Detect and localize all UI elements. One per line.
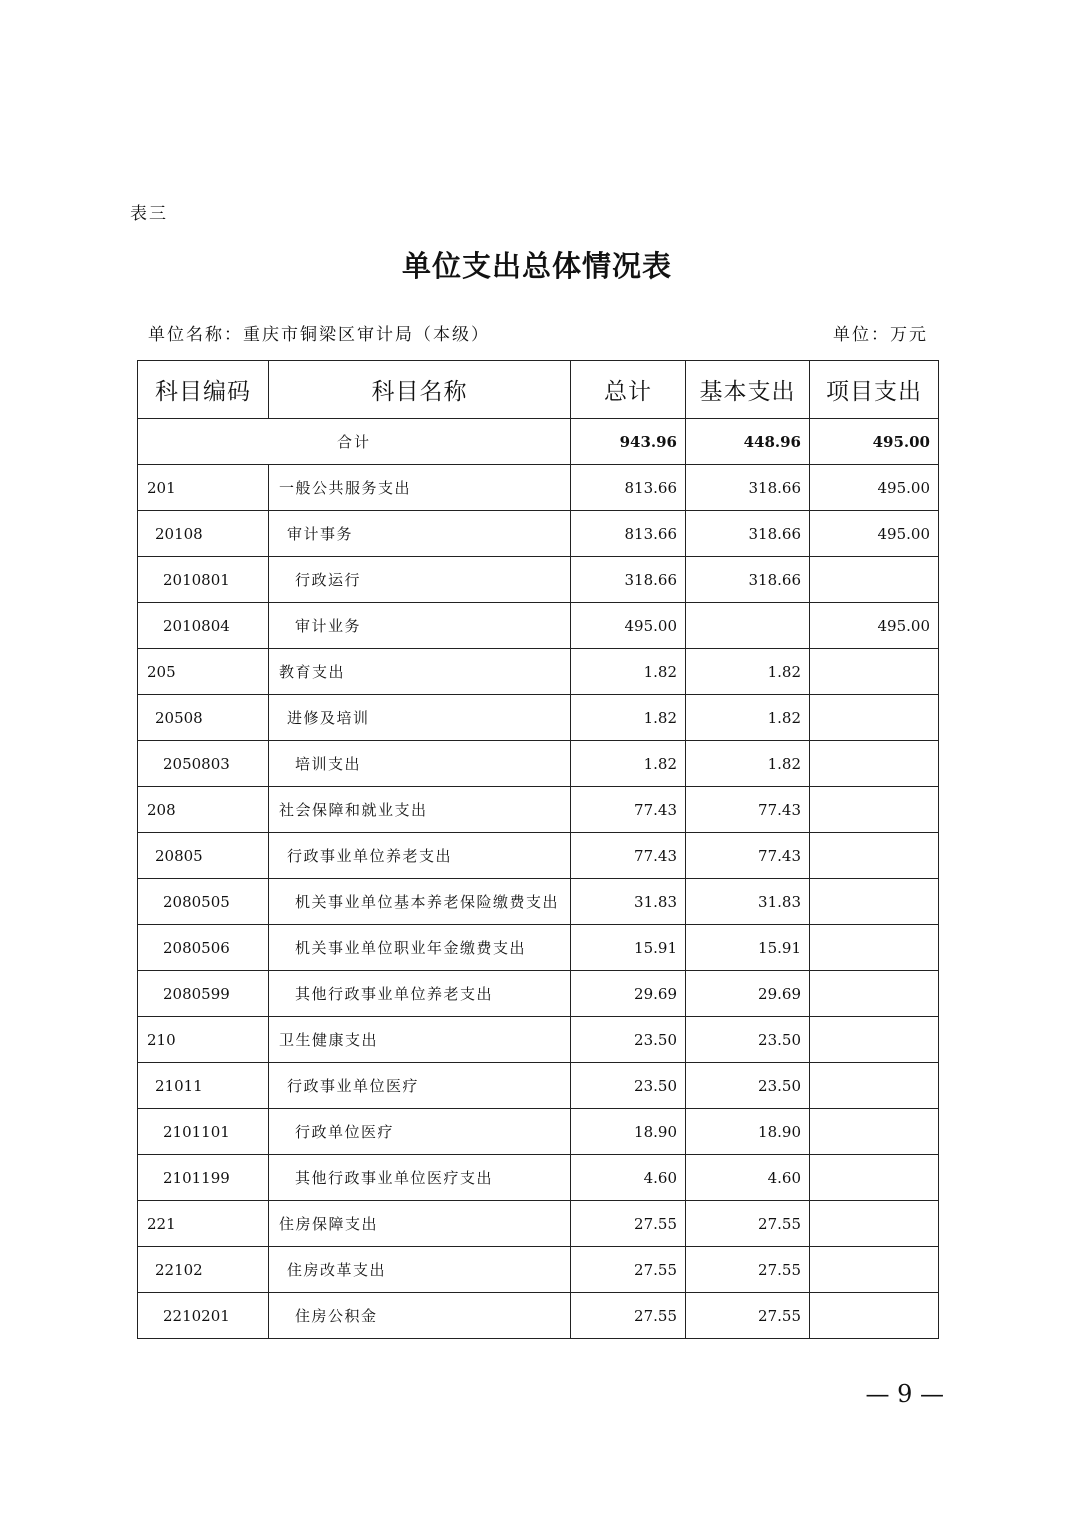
table-row: [138, 1017, 939, 1063]
cell-basic: 23.50: [686, 1017, 810, 1063]
document-label: 表三: [130, 204, 168, 224]
page-number: — 9 —: [865, 1380, 944, 1408]
cell-name: 教育支出: [269, 649, 571, 695]
table-row: [138, 1293, 939, 1339]
table-row: [138, 1155, 939, 1201]
cell-code: 2210201: [138, 1293, 269, 1339]
cell-total: 495.00: [571, 603, 686, 649]
cell-basic: 27.55: [686, 1247, 810, 1293]
header-total: 总计: [571, 361, 686, 419]
cell-total: 27.55: [571, 1247, 686, 1293]
cell-project: [810, 695, 939, 741]
cell-project: [810, 787, 939, 833]
cell-total: 15.91: [571, 925, 686, 971]
cell-basic: 4.60: [686, 1155, 810, 1201]
table-row: [138, 695, 939, 741]
total-total: 943.96: [571, 419, 686, 465]
cell-total: 77.43: [571, 787, 686, 833]
table-row: [138, 833, 939, 879]
cell-total: 18.90: [571, 1109, 686, 1155]
cell-total: 4.60: [571, 1155, 686, 1201]
table-row: [138, 1063, 939, 1109]
header-code: 科目编码: [138, 361, 269, 419]
cell-basic: 318.66: [686, 557, 810, 603]
unit-name: 单位名称：重庆市铜梁区审计局（本级）: [148, 325, 490, 345]
page-title: 单位支出总体情况表: [401, 249, 672, 283]
cell-name: 培训支出: [269, 741, 571, 787]
cell-code: 2010801: [138, 557, 269, 603]
header-project: 项目支出: [810, 361, 939, 419]
cell-name: 审计事务: [269, 511, 571, 557]
cell-total: 31.83: [571, 879, 686, 925]
cell-project: [810, 833, 939, 879]
cell-project: [810, 971, 939, 1017]
cell-project: [810, 649, 939, 695]
cell-basic: 1.82: [686, 741, 810, 787]
cell-total: 77.43: [571, 833, 686, 879]
total-label: 合计: [138, 419, 571, 465]
cell-code: 2080599: [138, 971, 269, 1017]
cell-code: 221: [138, 1201, 269, 1247]
cell-name: 机关事业单位职业年金缴费支出: [269, 925, 571, 971]
cell-basic: 77.43: [686, 787, 810, 833]
cell-code: 2010804: [138, 603, 269, 649]
cell-project: [810, 925, 939, 971]
cell-basic: 18.90: [686, 1109, 810, 1155]
cell-code: 20108: [138, 511, 269, 557]
total-row: [138, 419, 939, 465]
cell-code: 2050803: [138, 741, 269, 787]
cell-name: 其他行政事业单位医疗支出: [269, 1155, 571, 1201]
table-row: [138, 1109, 939, 1155]
cell-name: 行政运行: [269, 557, 571, 603]
header-row: [138, 361, 939, 419]
cell-project: [810, 1155, 939, 1201]
cell-name: 社会保障和就业支出: [269, 787, 571, 833]
cell-project: [810, 1109, 939, 1155]
cell-name: 机关事业单位基本养老保险缴费支出: [269, 879, 571, 925]
cell-name: 行政事业单位医疗: [269, 1063, 571, 1109]
cell-project: [810, 1247, 939, 1293]
cell-basic: 77.43: [686, 833, 810, 879]
table-row: [138, 557, 939, 603]
cell-project: [810, 1017, 939, 1063]
cell-project: [810, 741, 939, 787]
cell-name: 其他行政事业单位养老支出: [269, 971, 571, 1017]
cell-name: 住房改革支出: [269, 1247, 571, 1293]
cell-name: 住房保障支出: [269, 1201, 571, 1247]
cell-total: 27.55: [571, 1201, 686, 1247]
table-row: [138, 971, 939, 1017]
total-project: 495.00: [810, 419, 939, 465]
cell-total: 813.66: [571, 465, 686, 511]
cell-project: 495.00: [810, 603, 939, 649]
cell-code: 208: [138, 787, 269, 833]
cell-total: 1.82: [571, 741, 686, 787]
cell-basic: 318.66: [686, 511, 810, 557]
cell-basic: 15.91: [686, 925, 810, 971]
cell-code: 2101199: [138, 1155, 269, 1201]
cell-name: 行政单位医疗: [269, 1109, 571, 1155]
cell-total: 29.69: [571, 971, 686, 1017]
table-row: [138, 603, 939, 649]
cell-project: [810, 1063, 939, 1109]
cell-project: [810, 557, 939, 603]
header-name: 科目名称: [269, 361, 571, 419]
cell-total: 23.50: [571, 1017, 686, 1063]
table-row: [138, 465, 939, 511]
cell-code: 2080505: [138, 879, 269, 925]
cell-name: 审计业务: [269, 603, 571, 649]
cell-total: 27.55: [571, 1293, 686, 1339]
header-basic: 基本支出: [686, 361, 810, 419]
cell-name: 卫生健康支出: [269, 1017, 571, 1063]
cell-code: 2080506: [138, 925, 269, 971]
cell-basic: [686, 603, 810, 649]
cell-basic: 1.82: [686, 695, 810, 741]
cell-name: 进修及培训: [269, 695, 571, 741]
cell-name: 一般公共服务支出: [269, 465, 571, 511]
cell-project: [810, 1293, 939, 1339]
cell-project: 495.00: [810, 465, 939, 511]
cell-name: 行政事业单位养老支出: [269, 833, 571, 879]
cell-total: 318.66: [571, 557, 686, 603]
cell-project: [810, 879, 939, 925]
cell-name: 住房公积金: [269, 1293, 571, 1339]
table-row: [138, 787, 939, 833]
table-row: [138, 511, 939, 557]
cell-project: 495.00: [810, 511, 939, 557]
cell-project: [810, 1201, 939, 1247]
cell-basic: 29.69: [686, 971, 810, 1017]
cell-code: 2101101: [138, 1109, 269, 1155]
cell-code: 205: [138, 649, 269, 695]
table-row: [138, 1247, 939, 1293]
total-basic: 448.96: [686, 419, 810, 465]
expenditure-table: [137, 360, 939, 1339]
cell-code: 22102: [138, 1247, 269, 1293]
table-row: [138, 649, 939, 695]
cell-basic: 318.66: [686, 465, 810, 511]
cell-code: 201: [138, 465, 269, 511]
table-row: [138, 925, 939, 971]
cell-code: 210: [138, 1017, 269, 1063]
cell-code: 21011: [138, 1063, 269, 1109]
cell-basic: 31.83: [686, 879, 810, 925]
cell-total: 813.66: [571, 511, 686, 557]
cell-basic: 1.82: [686, 649, 810, 695]
table-row: [138, 1201, 939, 1247]
table-row: [138, 879, 939, 925]
cell-basic: 27.55: [686, 1293, 810, 1339]
cell-total: 1.82: [571, 649, 686, 695]
unit-measure: 单位：万元: [833, 325, 928, 345]
cell-total: 1.82: [571, 695, 686, 741]
cell-basic: 23.50: [686, 1063, 810, 1109]
cell-basic: 27.55: [686, 1201, 810, 1247]
cell-code: 20508: [138, 695, 269, 741]
cell-total: 23.50: [571, 1063, 686, 1109]
table-row: [138, 741, 939, 787]
cell-code: 20805: [138, 833, 269, 879]
